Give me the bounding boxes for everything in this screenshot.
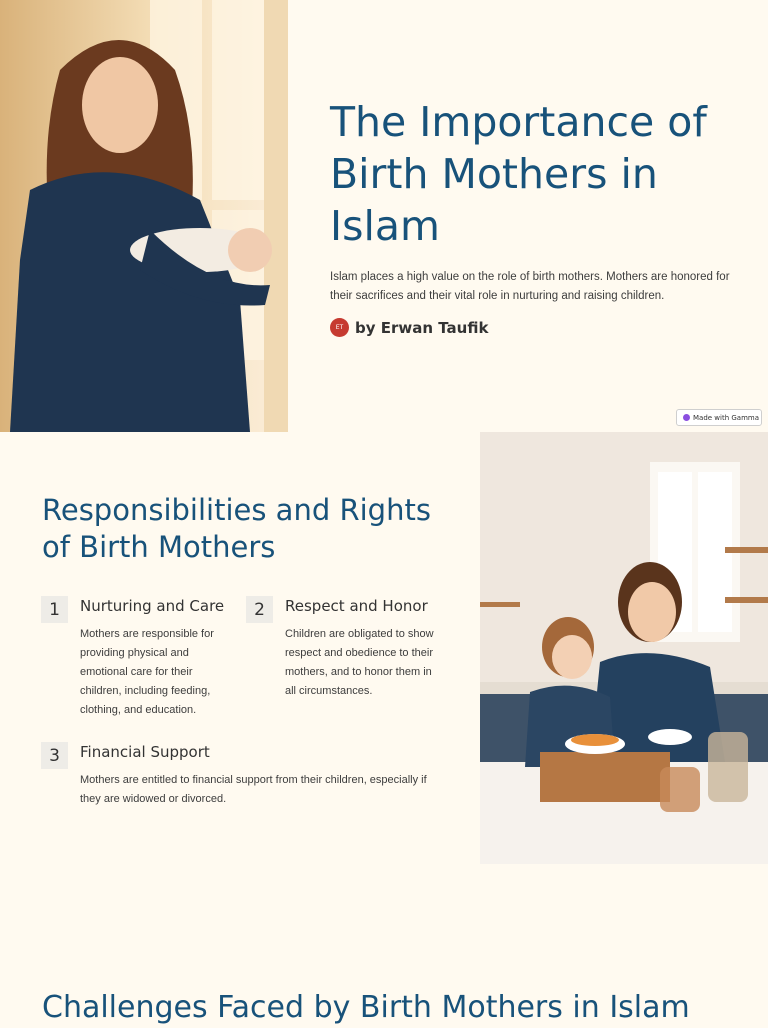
item-title-financial: Financial Support (80, 743, 210, 761)
author-name: by Erwan Taufik (355, 318, 489, 337)
item-number-badge: 3 (41, 742, 68, 769)
hero-photo-mother-with-baby (0, 0, 288, 432)
item-description-respect: Children are obligated to show respect and obedience to their mothers, and to honor them in all circumstances. (285, 628, 434, 697)
item-title-nurturing: Nurturing and Care (80, 597, 225, 615)
hero-description: Islam places a high value on the role of birth mothers. Mothers are honored for their sacrifices and their vital role in nurturing and raising children. (330, 271, 730, 302)
author-byline (330, 318, 488, 337)
gamma-logo-icon (683, 414, 690, 421)
badge-label: Made with Gamma (693, 413, 760, 422)
item-description-nurturing: Mothers are responsible for providing physical and emotional care for their children, including feeding, clothing, and education. (80, 628, 214, 716)
section-title-challenges: Challenges Faced by Birth Mothers in Islam (42, 990, 690, 1025)
made-with-gamma-badge[interactable] (676, 409, 762, 426)
item-number-badge: 1 (41, 596, 68, 623)
section-title-responsibilities: Responsibilities and Rights of Birth Mothers (42, 493, 431, 564)
avatar: ET (330, 318, 349, 337)
item-description-financial: Mothers are entitled to financial support from their children, especially if they are widowed or divorced. (80, 774, 427, 805)
kitchen-photo-mother-and-daughter (480, 432, 768, 864)
item-title-respect: Respect and Honor (285, 597, 428, 615)
page-title: The Importance of Birth Mothers in Islam (330, 98, 707, 250)
item-number-badge: 2 (246, 596, 273, 623)
